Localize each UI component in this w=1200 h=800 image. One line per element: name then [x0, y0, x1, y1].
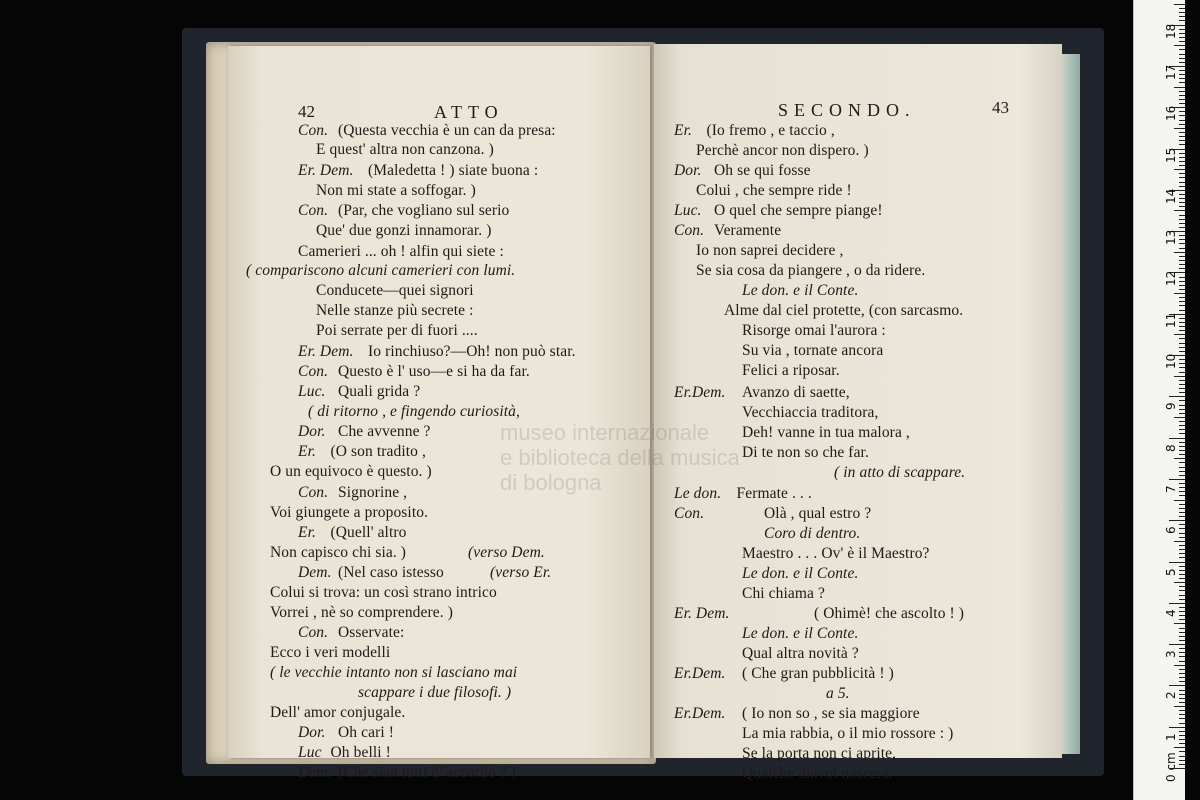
ruler-tick	[1179, 297, 1185, 298]
speaker-label: Con.	[298, 122, 329, 139]
text-line: Perchè ancor non dispero. )	[696, 142, 869, 159]
ruler-tick	[1179, 62, 1185, 63]
speaker-label: Er.Dem.	[674, 384, 726, 401]
ruler-tick	[1179, 487, 1185, 488]
ruler-tick	[1179, 714, 1185, 715]
ruler-tick	[1179, 37, 1185, 38]
text-line: Risorge omai l'aurora :	[742, 322, 886, 339]
text-line: Nelle stanze più secrete :	[316, 302, 474, 319]
ruler-tick	[1179, 648, 1185, 649]
ruler-tick	[1179, 751, 1185, 752]
speaker-label: Dem.	[298, 764, 332, 781]
ruler-tick	[1174, 252, 1185, 253]
ruler-tick	[1179, 285, 1185, 286]
ruler-label: 17	[1164, 64, 1178, 80]
ruler-tick	[1179, 570, 1185, 571]
speaker-label: Er.	[298, 443, 316, 460]
ruler-label: 15	[1164, 147, 1178, 163]
ruler-tick	[1179, 388, 1185, 389]
speaker-label: Luc.	[298, 383, 326, 400]
text-line: Veramente	[714, 222, 782, 239]
ruler-tick	[1179, 140, 1185, 141]
speaker-label: Con.	[298, 624, 329, 641]
ruler-tick	[1174, 169, 1185, 170]
text-line: Questo è l' uso—e si ha da far.	[338, 363, 530, 380]
ruler-tick	[1174, 623, 1185, 624]
ruler-tick	[1179, 636, 1185, 637]
ruler-tick	[1179, 537, 1185, 538]
speaker-label: Er.	[674, 122, 692, 139]
ruler-tick	[1179, 628, 1185, 629]
text-line: scappare i due filosofi. )	[358, 684, 512, 701]
ruler-tick	[1179, 640, 1185, 641]
ruler-tick	[1179, 223, 1185, 224]
ruler-tick	[1179, 186, 1185, 187]
ruler-tick	[1179, 619, 1185, 620]
ruler-tick	[1179, 553, 1185, 554]
ruler-tick	[1179, 690, 1185, 691]
ruler-tick	[1179, 153, 1185, 154]
ruler-tick	[1174, 747, 1185, 748]
ruler-tick	[1179, 289, 1185, 290]
ruler-tick	[1179, 215, 1185, 216]
ruler-tick	[1179, 260, 1185, 261]
ruler-label: 13	[1164, 229, 1178, 246]
ruler-tick	[1179, 82, 1185, 83]
text-line: (Questa vecchia è un can da presa:	[338, 122, 556, 139]
ruler-tick	[1174, 417, 1185, 418]
text-line: Avanzo di saette,	[742, 384, 850, 401]
ruler-tick	[1179, 731, 1185, 732]
text-line: a 5.	[826, 685, 850, 702]
text-line: (Io fremo , e taccio ,	[706, 122, 835, 139]
ruler-tick	[1179, 198, 1185, 199]
text-line: Qualche diavol nascerà.	[742, 765, 893, 782]
text-line: O quel che sempre piange!	[714, 202, 883, 219]
ruler-label: 8	[1164, 443, 1178, 452]
text-line: Che avvenne ?	[338, 423, 431, 440]
ruler-tick	[1179, 144, 1185, 145]
ruler-tick	[1179, 694, 1185, 695]
ruler-tick	[1179, 446, 1185, 447]
text-line: Conducete—quei signori	[316, 282, 474, 299]
ruler-tick	[1179, 95, 1185, 96]
ruler-tick	[1179, 528, 1185, 529]
text-line: Non mi state a soffogar. )	[316, 182, 476, 199]
ruler-tick	[1174, 334, 1185, 335]
text-line: ( Io non so , se sia maggiore	[742, 705, 920, 722]
ruler-tick	[1179, 78, 1185, 79]
ruler-tick	[1179, 301, 1185, 302]
text-line: Chi chiama ?	[742, 585, 825, 602]
ruler-tick	[1179, 103, 1185, 104]
text-line: Su via , tornate ancora	[742, 342, 884, 359]
ruler-tick	[1179, 495, 1185, 496]
ruler-label: 5	[1164, 567, 1178, 576]
ruler-tick	[1179, 305, 1185, 306]
ruler-label: 0 cm	[1164, 752, 1178, 782]
ruler-tick	[1179, 524, 1185, 525]
text-line: (Maledetta ! ) siate buona :	[368, 162, 539, 179]
ruler-tick	[1179, 70, 1185, 71]
ruler-tick	[1179, 756, 1185, 757]
ruler-tick	[1174, 706, 1185, 707]
ruler-tick	[1179, 120, 1185, 121]
ruler-tick	[1174, 665, 1185, 666]
ruler-tick	[1179, 351, 1185, 352]
speaker-label: Er.	[298, 524, 316, 541]
left-page	[228, 46, 650, 781]
ruler-label: 4	[1164, 609, 1178, 617]
ruler-tick	[1179, 475, 1185, 476]
ruler-tick	[1174, 458, 1185, 459]
text-line: Oh cari !	[338, 724, 394, 741]
text-line: Oh se qui fosse	[714, 162, 811, 179]
speaker-label: Con.	[298, 202, 329, 219]
ruler-tick	[1179, 718, 1185, 719]
ruler-tick	[1179, 161, 1185, 162]
ruler-tick	[1179, 599, 1185, 600]
ruler-label: 16	[1164, 105, 1178, 122]
ruler-tick	[1174, 87, 1185, 88]
ruler-tick	[1179, 380, 1185, 381]
ruler-tick	[1179, 669, 1185, 670]
ruler-tick	[1179, 363, 1185, 364]
speaker-label: Con.	[298, 363, 329, 380]
ruler-label: 18	[1164, 23, 1178, 39]
ruler-tick	[1174, 376, 1185, 377]
text-line: (O son tradito ,	[330, 443, 426, 460]
ruler-tick	[1179, 74, 1185, 75]
text-line: Se sia cosa da piangere , o da ridere.	[696, 262, 926, 279]
ruler-tick	[1179, 698, 1185, 699]
ruler-tick	[1179, 400, 1185, 401]
running-head-right: SECONDO.	[778, 100, 916, 120]
text-line: (Che sian tutti d' accordo ? )	[338, 764, 516, 781]
ruler-tick	[1179, 49, 1185, 50]
ruler-tick	[1179, 586, 1185, 587]
ruler-tick	[1179, 764, 1185, 765]
ruler-tick	[1179, 421, 1185, 422]
text-line: Le don. e il Conte.	[742, 625, 859, 642]
ruler-tick	[1179, 54, 1185, 55]
ruler-tick	[1174, 500, 1185, 501]
ruler-tick	[1179, 595, 1185, 596]
text-line: Vecchiaccia traditora,	[742, 404, 879, 421]
ruler-tick	[1179, 165, 1185, 166]
ruler-tick	[1179, 372, 1185, 373]
text-line: Le don. e il Conte.	[742, 565, 859, 582]
speaker-label: Le don.	[674, 485, 722, 502]
ruler-tick	[1179, 384, 1185, 385]
ruler-tick	[1179, 549, 1185, 550]
ruler-tick	[1179, 338, 1185, 339]
speaker-label: Dem.	[298, 564, 332, 581]
ruler-tick	[1179, 516, 1185, 517]
text-line: Qual altra novità ?	[742, 645, 859, 662]
ruler-tick	[1179, 41, 1185, 42]
ruler-label: 10	[1164, 353, 1178, 369]
text-line: Poi serrate per di fuori ....	[316, 322, 478, 339]
ruler-tick	[1179, 235, 1185, 236]
text-line: (Quell' altro	[330, 524, 407, 541]
text-line: Signorine ,	[338, 484, 408, 501]
ruler-tick	[1179, 471, 1185, 472]
ruler-tick	[1179, 8, 1185, 9]
ruler-label: 2	[1164, 691, 1178, 700]
text-line: Io non saprei decidere ,	[696, 242, 844, 259]
text-line: ( compariscono alcuni camerieri con lumi.	[246, 262, 516, 279]
ruler-tick	[1179, 578, 1185, 579]
text-line: Colui si trova: un così strano intrico	[270, 584, 497, 601]
text-line: Olà , qual estro ?	[764, 505, 872, 522]
ruler-tick	[1179, 483, 1185, 484]
ruler-tick	[1179, 12, 1185, 13]
ruler-tick	[1179, 433, 1185, 434]
speaker-label: Er. Dem.	[674, 605, 730, 622]
ruler-tick	[1179, 206, 1185, 207]
ruler-tick	[1179, 677, 1185, 678]
ruler-tick	[1179, 681, 1185, 682]
ruler-tick	[1179, 450, 1185, 451]
ruler-tick	[1179, 115, 1185, 116]
ruler-tick	[1174, 582, 1185, 583]
ruler-tick	[1179, 462, 1185, 463]
ruler-tick	[1179, 91, 1185, 92]
ruler-tick	[1179, 20, 1185, 21]
ruler-tick	[1179, 219, 1185, 220]
ruler-tick	[1179, 425, 1185, 426]
text-line: Dell' amor conjugale.	[270, 704, 406, 721]
text-line: Coro di dentro.	[764, 525, 861, 542]
ruler-tick	[1179, 29, 1185, 30]
speaker-label: Er. Dem.	[298, 162, 354, 179]
ruler-tick	[1179, 574, 1185, 575]
speaker-label: Dor.	[298, 724, 326, 741]
ruler-label: 3	[1164, 650, 1178, 659]
ruler-label: 11	[1164, 312, 1178, 328]
ruler-tick	[1174, 128, 1185, 129]
ruler-tick	[1179, 33, 1185, 34]
ruler-tick	[1179, 656, 1185, 657]
ruler-tick	[1179, 330, 1185, 331]
ruler-tick	[1179, 409, 1185, 410]
ruler-tick	[1179, 661, 1185, 662]
ruler-tick	[1179, 735, 1185, 736]
ruler-tick	[1179, 557, 1185, 558]
text-line: Osservate:	[338, 624, 405, 641]
ruler-tick	[1179, 545, 1185, 546]
ruler-tick	[1179, 347, 1185, 348]
ruler-tick	[1179, 512, 1185, 513]
text-line: Le don. e il Conte.	[742, 282, 859, 299]
ruler-tick	[1179, 58, 1185, 59]
text-line: (Par, che vogliano sul serio	[338, 202, 510, 219]
ruler-tick	[1179, 673, 1185, 674]
ruler-tick	[1179, 343, 1185, 344]
ruler-tick	[1179, 504, 1185, 505]
speaker-label: Er.Dem.	[674, 665, 726, 682]
ruler-tick	[1179, 310, 1185, 311]
right-page	[654, 44, 1062, 782]
speaker-label: Con.	[674, 222, 705, 239]
text-line: ( Ohimè! che ascolto ! )	[814, 605, 965, 622]
text-line: ( di ritorno , e fingendo curiosità,	[308, 403, 520, 420]
ruler-tick	[1179, 99, 1185, 100]
speaker-label: Er.Dem.	[674, 705, 726, 722]
ruler-tick	[1179, 533, 1185, 534]
text-line: ( in atto di scappare.	[834, 464, 966, 481]
page-edge-right	[1062, 54, 1080, 754]
ruler-tick	[1174, 210, 1185, 211]
ruler-tick	[1179, 710, 1185, 711]
ruler-label: 1	[1164, 733, 1178, 741]
ruler-tick	[1179, 405, 1185, 406]
speaker-label: Luc.	[674, 202, 702, 219]
ruler-tick	[1179, 318, 1185, 319]
ruler-tick	[1179, 268, 1185, 269]
text-line: La mia rabbia, o il mio rossore : )	[742, 725, 954, 742]
ruler-tick	[1179, 227, 1185, 228]
ruler-tick	[1179, 322, 1185, 323]
ruler-tick	[1174, 45, 1185, 46]
text-line: Maestro . . . Ov' è il Maestro?	[742, 545, 930, 562]
ruler-tick	[1179, 16, 1185, 17]
ruler-tick	[1179, 277, 1185, 278]
text-line: Non capisco chi sia. )	[270, 544, 407, 561]
speaker-label: Con.	[674, 505, 705, 522]
text-line: O un equivoco è questo. )	[270, 463, 432, 480]
ruler-tick	[1179, 442, 1185, 443]
ruler-tick	[1179, 256, 1185, 257]
ruler-label: 9	[1164, 402, 1178, 411]
ruler-tick	[1179, 124, 1185, 125]
text-line: E quest' altra non canzona. )	[316, 141, 494, 158]
ruler-tick	[1179, 702, 1185, 703]
ruler-tick	[1179, 392, 1185, 393]
ruler-tick	[1179, 491, 1185, 492]
text-line: Vorrei , nè so comprendere. )	[270, 604, 453, 621]
text-line: ( le vecchie intanto non si lasciano mai	[270, 664, 518, 681]
text-line: Camerieri ... oh ! alfin qui siete :	[298, 243, 504, 260]
ruler-tick	[1179, 454, 1185, 455]
running-head-left: ATTO	[434, 102, 504, 122]
measurement-ruler	[1133, 0, 1185, 800]
ruler-tick	[1179, 429, 1185, 430]
ruler-tick	[1179, 632, 1185, 633]
text-line: Quali grida ?	[338, 383, 421, 400]
ruler-tick	[1179, 590, 1185, 591]
speaker-label: Con.	[298, 484, 329, 501]
ruler-tick	[1179, 413, 1185, 414]
speaker-label: Luc	[298, 744, 322, 761]
text-line: Voi giungete a proposito.	[270, 504, 429, 521]
ruler-tick	[1179, 367, 1185, 368]
ruler-tick	[1179, 611, 1185, 612]
text-line: (verso Dem.	[468, 544, 545, 561]
speaker-label: Dor.	[298, 423, 326, 440]
ruler-tick	[1179, 326, 1185, 327]
text-line: Colui , che sempre ride !	[696, 182, 852, 199]
ruler-tick	[1179, 760, 1185, 761]
text-line: Se la porta non ci aprite,	[742, 745, 897, 762]
text-line: Oh belli !	[330, 744, 391, 761]
text-line: Ecco i veri modelli	[270, 644, 391, 661]
text-line: Fermate . . .	[736, 485, 812, 502]
text-line: Alme dal ciel protette, (con sarcasmo.	[724, 302, 964, 319]
page-number-right: 43	[992, 98, 1009, 117]
page-number-left: 42	[298, 102, 315, 121]
ruler-tick	[1179, 566, 1185, 567]
ruler-tick	[1174, 4, 1185, 5]
ruler-tick	[1179, 739, 1185, 740]
ruler-tick	[1179, 182, 1185, 183]
ruler-tick	[1179, 111, 1185, 112]
ruler-label: 14	[1164, 188, 1178, 204]
ruler-tick	[1179, 508, 1185, 509]
text-line: ( Che gran pubblicità ! )	[742, 665, 894, 682]
ruler-tick	[1179, 173, 1185, 174]
ruler-tick	[1179, 157, 1185, 158]
ruler-label: 7	[1164, 485, 1178, 493]
ruler-tick	[1179, 723, 1185, 724]
ruler-tick	[1179, 615, 1185, 616]
ruler-tick	[1179, 243, 1185, 244]
ruler-tick	[1179, 607, 1185, 608]
text-line: Di te non so che far.	[742, 444, 869, 461]
text-line: Deh! vanne in tua malora ,	[742, 424, 910, 441]
ruler-tick	[1179, 467, 1185, 468]
text-line: Felici a riposar.	[742, 362, 840, 379]
text-line: Que' due gonzi innamorar. )	[316, 222, 492, 239]
ruler-tick	[1179, 194, 1185, 195]
ruler-tick	[1179, 359, 1185, 360]
ruler-tick	[1179, 652, 1185, 653]
ruler-tick	[1179, 132, 1185, 133]
ruler-tick	[1179, 743, 1185, 744]
text-line: Io rinchiuso?—Oh! non può star.	[368, 343, 576, 360]
text-line: (verso Er.	[490, 564, 552, 581]
ruler-tick	[1174, 541, 1185, 542]
text-line: (Nel caso istesso	[338, 564, 444, 581]
speaker-label: Dor.	[674, 162, 702, 179]
ruler-tick	[1179, 239, 1185, 240]
ruler-label: 12	[1164, 271, 1178, 287]
ruler-tick	[1174, 293, 1185, 294]
ruler-tick	[1179, 248, 1185, 249]
ruler-tick	[1179, 281, 1185, 282]
ruler-tick	[1179, 264, 1185, 265]
ruler-label: 6	[1164, 526, 1178, 535]
ruler-tick	[1179, 202, 1185, 203]
ruler-tick	[1179, 177, 1185, 178]
speaker-label: Er. Dem.	[298, 343, 354, 360]
ruler-tick	[1179, 136, 1185, 137]
